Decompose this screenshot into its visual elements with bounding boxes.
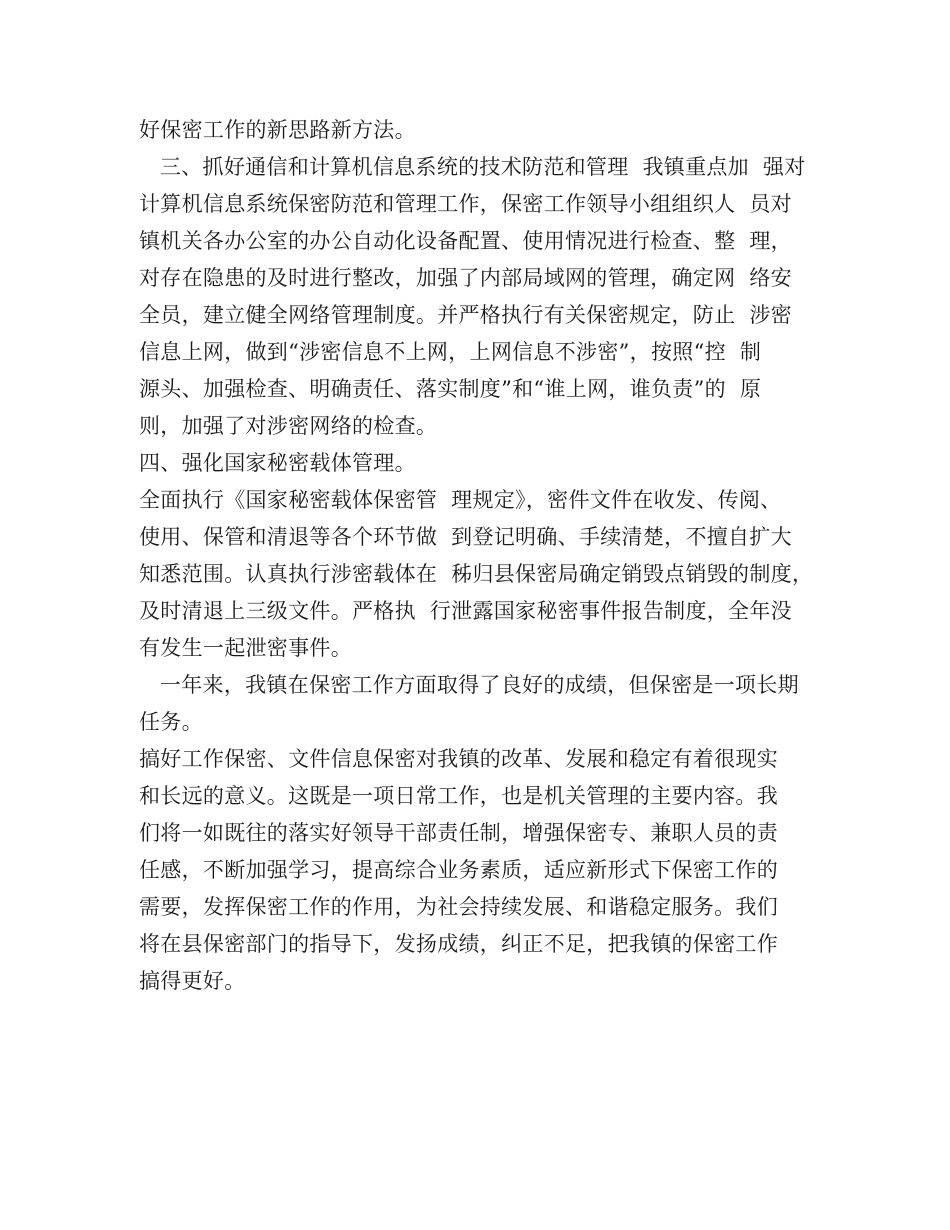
text-line: 源头、加强检查、明确责任、落实制度”和“谁上网，谁负责”的 原: [139, 377, 762, 401]
text-line: 将在县保密部门的指导下，发扬成绩，纠正不足，把我镇的保密工作: [139, 932, 778, 956]
text-line: 搞好工作保密、文件信息保密对我镇的改革、发展和稳定有着很现实: [139, 747, 778, 771]
section-heading: 四、强化国家秘密载体管理。: [139, 451, 416, 475]
text-line: 知悉范围。认真执行涉密载体在 秭归县保密局确定销毁点销毁的制度，: [139, 562, 814, 586]
text-line: 好保密工作的新思路新方法。: [139, 118, 416, 142]
text-line: 对存在隐患的及时进行整改，加强了内部局域网的管理，确定网 络安: [139, 266, 792, 290]
text-line: 一年来，我镇在保密工作方面取得了良好的成绩，但保密是一项长期: [139, 673, 799, 697]
text-line: 全员，建立健全网络管理制度。并严格执行有关保密规定，防止 涉密: [139, 303, 792, 327]
text-line: 使用、保管和清退等各个环节做 到登记明确、手续清楚，不擅自扩大: [139, 525, 792, 549]
text-line: 镇机关各办公室的办公自动化设备配置、使用情况进行检查、整 理，: [139, 229, 792, 253]
text-line: 及时清退上三级文件。严格执 行泄露国家秘密事件报告制度，全年没: [139, 599, 792, 623]
text-line: 信息上网，做到“涉密信息不上网，上网信息不涉密”，按照“控 制: [139, 340, 762, 364]
text-line: 任感，不断加强学习，提高综合业务素质，适应新形式下保密工作的: [139, 858, 778, 882]
text-line: 需要，发挥保密工作的作用，为社会持续发展、和谐稳定服务。我们: [139, 895, 778, 919]
text-line: 计算机信息系统保密防范和管理工作，保密工作领导小组组织人 员对: [139, 192, 792, 216]
text-line: 则，加强了对涉密网络的检查。: [139, 414, 438, 438]
text-line: 任务。: [139, 710, 203, 734]
text-line: 有发生一起泄密事件。: [139, 636, 352, 660]
document-body: [139, 112, 839, 1000]
text-line: 们将一如既往的落实好领导干部责任制，增强保密专、兼职人员的责: [139, 821, 778, 845]
text-line: 全面执行《国家秘密载体保密管 理规定》，密件文件在收发、传阅、: [139, 488, 782, 512]
text-line: 和长远的意义。这既是一项日常工作，也是机关管理的主要内容。我: [139, 784, 778, 808]
text-line: 三、抓好通信和计算机信息系统的技术防范和管理 我镇重点加 强对: [139, 155, 806, 179]
text-line: 搞得更好。: [139, 969, 246, 993]
